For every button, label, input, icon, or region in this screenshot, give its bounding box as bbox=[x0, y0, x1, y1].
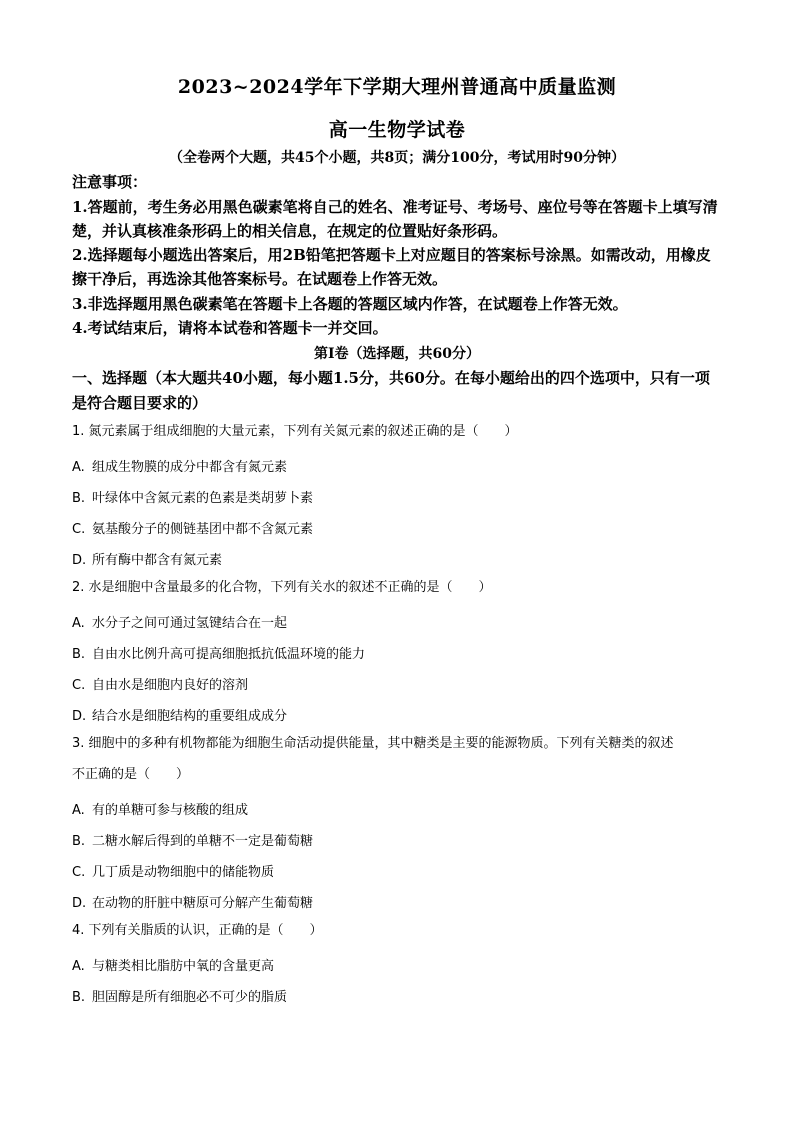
question-3-stem-line-2: 不正确的是（ ） bbox=[72, 767, 190, 782]
section-heading: 一、选择题（本大题共40小题，每小题1.5分，共60分。在每小题给出的四个选项中，只有一项是符合题目要求的） bbox=[72, 369, 710, 412]
exam-info: （全卷两个大题，共45个小题，共8页；满分100分，考试用时90分钟） bbox=[169, 150, 625, 166]
option-letter: A. bbox=[72, 959, 85, 974]
option-letter: B. bbox=[72, 990, 86, 1005]
notice-item-3: 3.非选择题用黑色碳素笔在答题卡上各题的答题区域内作答，在试题卷上作答无效。 bbox=[72, 295, 628, 313]
question-2-option-c bbox=[72, 674, 248, 693]
exam-title: 2023~2024学年下学期大理州普通高中质量监测 bbox=[177, 76, 617, 98]
option-text: 自由水是细胞内良好的溶剂 bbox=[92, 678, 249, 693]
option-text: 二糖水解后得到的单糖不一定是葡萄糖 bbox=[92, 834, 314, 849]
question-3-option-b bbox=[72, 830, 313, 849]
option-letter: C. bbox=[72, 865, 86, 880]
option-letter: B. bbox=[72, 491, 86, 506]
option-letter: D. bbox=[72, 896, 87, 911]
question-2-option-d bbox=[72, 705, 287, 724]
option-letter: A. bbox=[72, 803, 85, 818]
question-4-option-b bbox=[72, 986, 287, 1005]
option-text: 自由水比例升高可提高细胞抵抗低温环境的能力 bbox=[92, 647, 366, 662]
option-letter: C. bbox=[72, 522, 86, 537]
exam-subtitle: 高一生物学试卷 bbox=[328, 119, 466, 141]
question-1-option-a bbox=[72, 456, 287, 475]
notice-item-1: 1.答题前，考生务必用黑色碳素笔将自己的姓名、准考证号、考场号、座位号等在答题卡上填写清楚，并认真核准条形码上的相关信息，在规定的位置贴好条形码。 bbox=[72, 198, 718, 240]
question-1-option-c bbox=[72, 518, 313, 537]
option-letter: A. bbox=[72, 616, 85, 631]
question-4-option-a bbox=[72, 955, 274, 974]
option-text: 叶绿体中含氮元素的色素是类胡萝卜素 bbox=[92, 491, 314, 506]
notice-item-2: 2.选择题每小题选出答案后，用2B铅笔把答题卡上对应题目的答案标号涂黑。如需改动，用橡皮擦干净后，再选涂其他答案标号。在试题卷上作答无效。 bbox=[72, 246, 711, 288]
question-4-stem: 4. 下列有关脂质的认识，正确的是（ ） bbox=[72, 923, 323, 938]
option-text: 结合水是细胞结构的重要组成成分 bbox=[92, 709, 288, 724]
question-1-stem: 1. 氮元素属于组成细胞的大量元素，下列有关氮元素的叙述正确的是（ ） bbox=[72, 424, 518, 439]
option-letter: B. bbox=[72, 647, 86, 662]
option-letter: B. bbox=[72, 834, 86, 849]
option-text: 胆固醇是所有细胞必不可少的脂质 bbox=[92, 990, 288, 1005]
question-1-option-d bbox=[72, 549, 222, 568]
question-2-option-b bbox=[72, 643, 365, 662]
option-text: 组成生物膜的成分中都含有氮元素 bbox=[92, 460, 288, 475]
option-letter: D. bbox=[72, 553, 87, 568]
option-text: 有的单糖可参与核酸的组成 bbox=[92, 803, 249, 818]
option-letter: C. bbox=[72, 678, 86, 693]
notice-heading: 注意事项： bbox=[72, 173, 148, 191]
question-2-stem: 2. 水是细胞中含量最多的化合物，下列有关水的叙述不正确的是（ ） bbox=[72, 580, 492, 595]
option-text: 与糖类相比脂肪中氧的含量更高 bbox=[92, 959, 275, 974]
question-3-option-a bbox=[72, 799, 248, 818]
option-text: 在动物的肝脏中糖原可分解产生葡萄糖 bbox=[92, 896, 314, 911]
question-3-option-c bbox=[72, 861, 274, 880]
option-text: 水分子之间可通过氢键结合在一起 bbox=[92, 616, 288, 631]
option-letter: D. bbox=[72, 709, 87, 724]
question-2-option-a bbox=[72, 612, 287, 631]
question-1-option-b bbox=[72, 487, 313, 506]
option-text: 氨基酸分子的侧链基团中都不含氮元素 bbox=[92, 522, 314, 537]
question-3-option-d bbox=[72, 892, 313, 911]
option-letter: A. bbox=[72, 460, 85, 475]
question-3-stem-line-1: 3. 细胞中的多种有机物都能为细胞生命活动提供能量，其中糖类是主要的能源物质。下列有关糖类的叙述 bbox=[72, 736, 674, 751]
option-text: 所有酶中都含有氮元素 bbox=[92, 553, 223, 568]
option-text: 几丁质是动物细胞中的储能物质 bbox=[92, 865, 275, 880]
part-heading: 第Ⅰ卷（选择题，共60分） bbox=[313, 346, 481, 362]
notice-item-4: 4.考试结束后，请将本试卷和答题卡一并交回。 bbox=[72, 319, 388, 337]
